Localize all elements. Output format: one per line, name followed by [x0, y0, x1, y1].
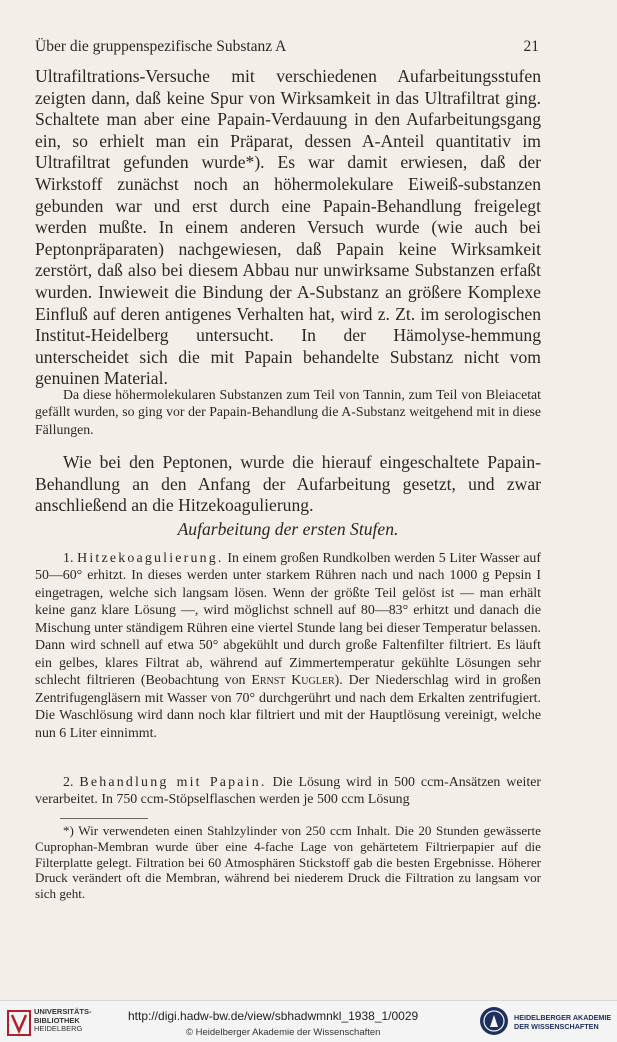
step-2-text: Die Lösung wird in 500 ccm-Ansätzen weiter verarbeitet. In 750 ccm-Stöpselflaschen werden je 500 ccm Lösung	[35, 775, 542, 808]
paragraph-ultrafiltration: Ultrafiltrations-Versuche mit verschiedenen Aufarbeitungsstufen zeigten dann, daß keine Spur von Wirksamkeit in das Ultrafiltrat ging. Schaltete man aber eine Papain-Verdauung in den Aufarbeitungsgang ein, so erhielt man ein Präparat, dessen A-Anteil quantitativ im Ultrafiltrat gefunden wurde*). Es war damit erwiesen, daß der Wirkstoff zunächst noch an höhermolekulare Eiweiß-substanzen gebunden war und erst durch eine Papain-Behandlung freigelegt werden mußte. In einem anderen Versuch wurde (wie auch bei Peptonpräparaten) nachgewiesen, daß Papain keine Wirksamkeit zerstört, daß also bei diesem Abbau nur unwirksame Substanzen erfaßt wurden. Inwieweit die Bindung der A-Substanz an größere Komplexe Einfluß auf deren antigenes Verhalten hat, wird z. Zt. im serologischen Institut-Heidelberg untersucht. In der Hämolyse-hemmung unterscheidet sich die mit Papain behandelte Substanz nicht vom genuinen Material.	[35, 66, 541, 389]
author-name: Ernst Kugler	[251, 673, 335, 689]
page-number: 21	[523, 38, 539, 55]
step-2-number: 2.	[63, 775, 74, 790]
step-1-number: 1.	[63, 551, 74, 566]
source-url-link[interactable]: http://digi.hadw-bw.de/view/sbhadwmnkl_1938_1/0029	[128, 1009, 419, 1023]
footer-bar	[0, 1000, 617, 1042]
step-1-label: Hitzekoagulierung.	[77, 551, 224, 566]
footnote-divider	[60, 818, 148, 819]
library-name: UNIVERSITÄTS- BIBLIOTHEK HEIDELBERG	[34, 1007, 92, 1033]
step-1-text: In einem großen Rundkolben werden 5 Liter Wasser auf 50—60° erhitzt. In dieses werden unter starkem Rühren nach und nach 1000 g Pepsin I eingetragen, welche sich langsam lösen. Wenn der größte Teil gelöst ist — man erhält keine ganz klare Lösung —, wird möglichst schnell auf 80—83° erhitzt und danach die Mischung unter ständigem Rühren eine viertel Stunde lang bei dieser Temperatur belassen. Dann wird schnell auf etwa 50° abgekühlt und durch große Faltenfilter filtriert. Es läuft ein gelbes, klares Filtrat ab, während auf Zimmertemperatur gekühlte Lösungen sehr schlecht filtrieren (Beobachtung von	[35, 551, 542, 689]
academy-name: HEIDELBERGER AKADEMIE DER WISSENSCHAFTEN	[514, 1013, 612, 1031]
step-1-paragraph	[35, 550, 541, 742]
copyright-text: © Heidelberger Akademie der Wissenschaften	[186, 1027, 381, 1038]
paragraph-precipitation: Da diese höhermolekularen Substanzen zum Teil von Tannin, zum Teil von Bleiacetat gefällt wurden, so ging vor der Papain-Behandlung die A-Substanz weitgehend mit in diese Fällungen.	[35, 387, 541, 437]
footnote: *) Wir verwendeten einen Stahlzylinder von 250 ccm Inhalt. Die 20 Stunden gewässerte Cuprophan-Membran wurde über eine 4-fache Lage von gehärtetem Filtrierpapier auf die Filterplatte gelegt. Filtration bei 60 Atmosphären Stickstoff gab die besten Ergebnisse. Höherer Druck verändert oft die Membran, während bei niederem Druck die Filtration zu langsam vor sich geht.	[35, 823, 541, 902]
paragraph-peptone: Wie bei den Peptonen, wurde die hierauf eingeschaltete Papain-Behandlung an den Anfang der Aufarbeitung gesetzt, und zwar anschließend an die Hitzekoagulierung.	[35, 452, 541, 516]
step-2-paragraph	[35, 774, 541, 809]
step-1-text-continued: ). Der Niederschlag wird in großen Zentrifugengläsern mit Wasser von 70° durchgerührt und nach dem Erkalten zentrifugiert. Die Waschlösung wird dann noch klar filtriert und mit der Hauptlösung vereinigt, welche nun 6 Liter einnimmt.	[35, 673, 541, 741]
academy-seal-icon	[478, 1005, 510, 1037]
step-2-label: Behandlung mit Papain.	[79, 775, 267, 790]
section-heading: Aufarbeitung der ersten Stufen.	[177, 519, 399, 539]
running-header	[35, 38, 539, 56]
running-title: Über die gruppenspezifische Substanz A	[35, 38, 287, 55]
